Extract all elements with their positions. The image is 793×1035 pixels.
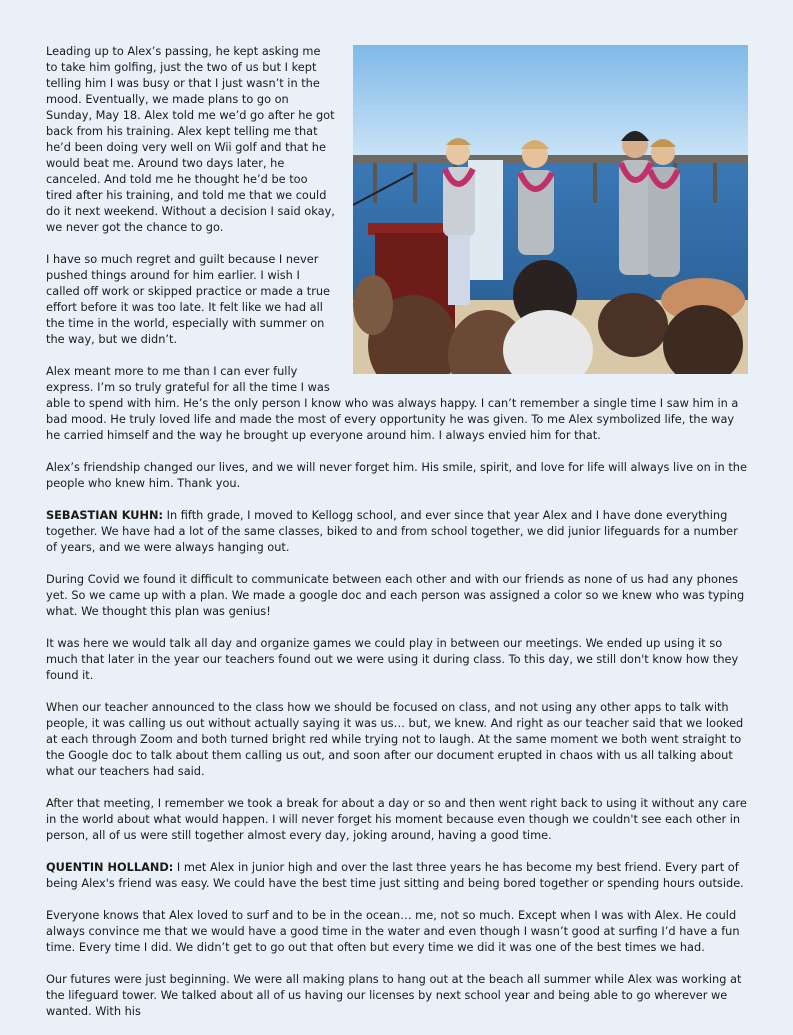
paragraph: Leading up to Alex’s passing, he kept asking me to take him golfing, just the two of us but I kept telling him I was busy or that I just wasn’t in the mood. Eventually, we made plans to go on Sunday, May 18. Alex told me we’d go after he got back from his training. Alex kept telling me that he’d been doing very well on Wii golf and that he would beat me. Around two days later, he canceled. And told me he thought he’d be too tired after his training, and told me that we could do it next weekend. Without a decision I said okay, we never got the chance to go. [46,44,335,234]
memorial-photo [353,45,748,374]
paragraph-text: In fifth grade, I moved to Kellogg school, and ever since that year Alex and I have done everything together. We have had a lot of the same classes, biked to and from school together, we did junior lifeguards for a number of years, and we were always hanging out. [46,508,738,554]
paragraph: I have so much regret and guilt because I never pushed things around for him earlier. I wish I called off work or skipped practice or made a true effort before it was too late. It felt like we had all the time in the world, especially with summer on the way, but we didn’t. [46,252,331,346]
paragraph: Everyone knows that Alex loved to surf and to be in the ocean… me, not so much. Except when I was with Alex. He could always convince me that we would have a good time in the water and even though I wasn’t good at surfing I’d have a fun time. Every time I did. We didn’t get to go out that often but every time we did it was one of the best times we had. [46,908,740,954]
paragraph: Alex meant more to me than I can ever fully express. I’m so truly grateful for all the time I was able to spend with him. He’s the only person I know who was always happy. I can’t remember a single time I saw him in a bad mood. He truly loved life and made the most of every opportunity he was given. To me Alex symbolized life, the way he carried himself and the way he brought up everyone around him. I always envied him for that. [46,364,739,442]
paragraph [46,859,748,891]
article-body [46,43,748,1035]
paragraph: After that meeting, I remember we took a break for about a day or so and then went right back to using it without any care in the world about what would happen. I will never forget his moment because even though we couldn't see each other in person, all of us were still together almost every day, joking around, having a good time. [46,796,747,842]
paragraph: Our futures were just beginning. We were all making plans to hang out at the beach all summer while Alex was working at the lifeguard tower. We talked about all of us having our licenses by next school year and being able to go wherever we wanted. With his [46,972,742,1018]
paragraph-text: I met Alex in junior high and over the last three years he has become my best friend. Every part of being Alex's friend was easy. We could have the best time just sitting and being bored together or spending hours outside. [46,860,744,890]
paragraph: It was here we would talk all day and organize games we could play in between our meetings. We ended up using it so much that later in the year our teachers found out we were using it during class. To this day, we still don't know how they found it. [46,636,739,682]
paragraph [46,507,748,555]
speaker-name: QUENTIN HOLLAND: [46,860,174,874]
paragraph: When our teacher announced to the class how we should be focused on class, and not using any other apps to talk with people, it was calling us out without actually saying it was us… but, we knew. And right as our teacher said that we looked at each through Zoom and both turned bright red while trying not to laugh. At the same moment we both went straight to the Google doc to talk about them calling us out, and soon after our document erupted in chaos with us all talking about what our teachers had said. [46,700,744,778]
paragraph: During Covid we found it difficult to communicate between each other and with our friends as none of us had any phones yet. So we came up with a plan. We made a google doc and each person was assigned a color so we knew who was typing what. We thought this plan was genius! [46,572,745,618]
memorial-photo-icon [353,45,748,374]
paragraph: Alex’s friendship changed our lives, and we will never forget him. His smile, spirit, and love for life will always live on in the people who knew him. Thank you. [46,460,747,490]
speaker-name: SEBASTIAN KUHN: [46,508,164,522]
